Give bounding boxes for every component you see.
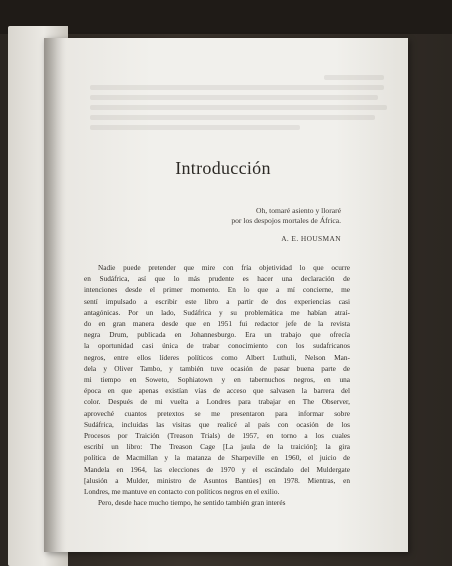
body-text bbox=[84, 262, 350, 508]
epigraph-line: Oh, tomaré asiento y lloraré bbox=[256, 206, 341, 215]
text-line: intenciones desde el primer momento. En lo que a mí concierne, me bbox=[84, 285, 350, 295]
text-line: Nadie puede pretender que mire con fría objetividad lo que ocurre bbox=[98, 263, 350, 272]
text-line: en Sudáfrica, así que lo más prudente es hacer una declaración de bbox=[84, 274, 350, 284]
text-line: política de Macmillan y la matanza de Sharpeville en 1960, el juicio de bbox=[84, 453, 350, 463]
page-gutter-shadow bbox=[44, 38, 66, 552]
text-line: Pero, desde hace mucho tiempo, he sentido también gran interés bbox=[98, 498, 286, 508]
text-line: Londres, me mantuve en contacto con políticos negros en el exilio. bbox=[84, 487, 280, 497]
text-line: escribí un libro: The Treason Cage [La jaula de la traición]; la gira bbox=[84, 442, 350, 452]
bottom-margin bbox=[0, 566, 452, 584]
text-line: mi tiempo en Soweto, Sophiatown y en tabernuchos negros, en una bbox=[84, 375, 350, 385]
text-line: sentí impulsado a escribir este libro a partir de dos experiencias casi bbox=[84, 296, 350, 306]
chapter-title: Introducción bbox=[175, 158, 271, 178]
text-line: Mandela en 1964, las elecciones de 1970 y el escándalo del Muldergate bbox=[84, 464, 350, 474]
text-line: do en gran manera desde que en 1951 fui redactor jefe de la revista bbox=[84, 319, 350, 329]
epigraph bbox=[200, 206, 341, 226]
text-line: aproveché cuantos pretextos se me presentaron para informar sobre bbox=[84, 408, 350, 418]
text-line: negra Drum, publicada en Johannesburgo. Era un trabajo que ofrecía bbox=[84, 330, 350, 340]
text-line: época en que apenas existían vías de acceso que salvasen la barrera del bbox=[84, 386, 350, 396]
text-line: Procesos por Traición (Treason Trials) de 1957, en torno a los cuales bbox=[84, 431, 350, 441]
epigraph-line: por los despojos mortales de África. bbox=[231, 216, 341, 226]
epigraph-author: A. E. HOUSMAN bbox=[281, 234, 341, 243]
show-through-text bbox=[90, 70, 390, 140]
text-line: [alusión a Mulder, ministro de Asuntos Bantúes] en 1978. Mientras, en bbox=[84, 475, 350, 485]
text-line: dela y Oliver Tambo, y también tuve ocasión de pasar buena parte de bbox=[84, 363, 350, 373]
text-line: color. Después de mi vuelta a Londres para trabajar en The Observer, bbox=[84, 397, 350, 407]
text-line: la oportunidad casi única de trabar conocimiento con los sudafricanos bbox=[84, 341, 350, 351]
text-line: antagónicas. Por un lado, Sudáfrica y su problemática me habían atraí- bbox=[84, 307, 350, 317]
text-line: negros, entre ellos líderes políticos como Albert Luthuli, Nelson Man- bbox=[84, 352, 350, 362]
text-line: Sudáfrica, incluidas las visitas que realicé al país con ocasión de los bbox=[84, 419, 350, 429]
